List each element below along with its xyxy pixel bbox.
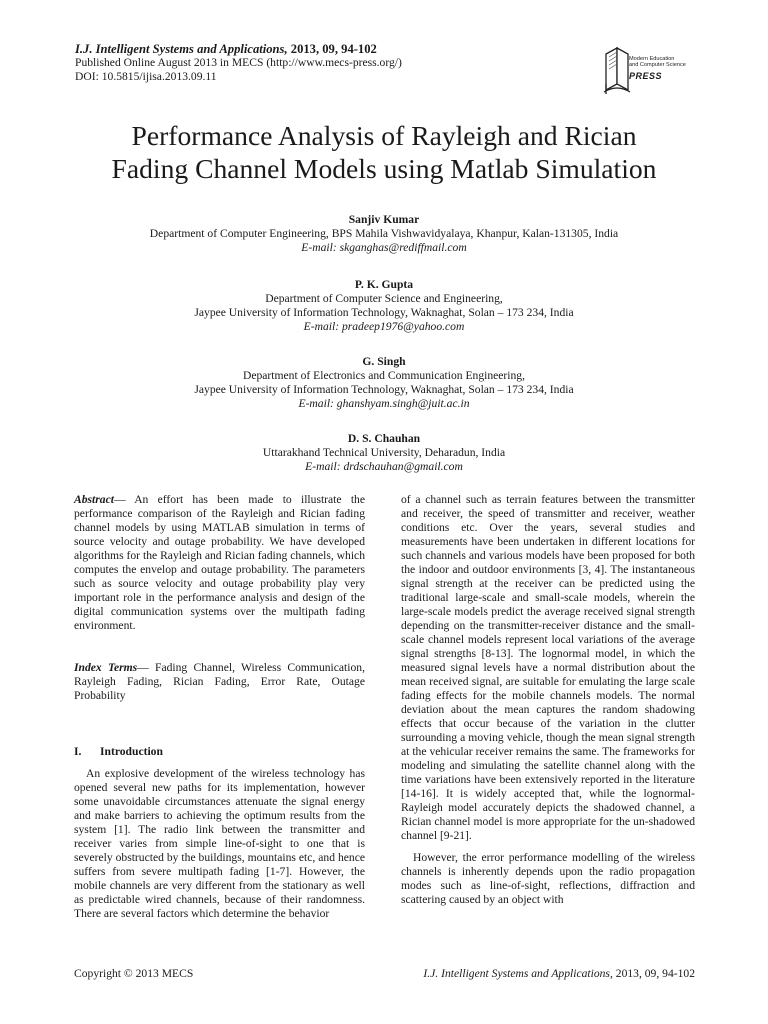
author-email: E-mail: drdschauhan@gmail.com xyxy=(305,460,463,473)
publication-info: Published Online August 2013 in MECS (http://www.mecs-press.org/) xyxy=(75,56,402,69)
author-block-2 xyxy=(40,278,728,334)
footer-copyright: Copyright © 2013 MECS xyxy=(74,967,194,980)
author-block-1 xyxy=(40,213,728,255)
intro-paragraph: An explosive development of the wireless technology has opened several new paths for its implementation, however some unavoidable circumstances attenuate the signal energy and make barriers to achieving the optimum results from the system [1]. The radio link between the transmitter and receiver varies from simple line-of-sight to one that is severely obstructed by the buildings, mountains etc, and hence suffers from severe multipath fading [1-7]. However, the mobile channels are very different from the stationary as well as predictable wired channels, because of their randomness. There are several factors which determine the behavior xyxy=(74,767,365,920)
book-icon xyxy=(603,44,633,96)
abstract xyxy=(74,493,365,633)
index-terms-dash: — xyxy=(137,661,149,674)
footer-citation xyxy=(400,967,695,980)
author-email: E-mail: skganghas@rediffmail.com xyxy=(301,241,467,254)
journal-citation xyxy=(75,42,402,56)
footer-journal: I.J. Intelligent Systems and Applications, xyxy=(423,967,613,980)
abstract-label: Abstract xyxy=(74,493,114,506)
footer-issue: 2013, 09, 94-102 xyxy=(615,967,695,980)
logo-text: Modern Education and Computer Science xyxy=(629,56,686,68)
author-name: Sanjiv Kumar xyxy=(348,213,420,226)
author-block-3 xyxy=(40,355,728,411)
section-title: Introduction xyxy=(100,745,163,758)
author-name: D. S. Chauhan xyxy=(347,432,421,445)
author-affiliation: Department of Electronics and Communication Engineering, xyxy=(242,369,526,382)
title-line-1: Performance Analysis of Rayleigh and Rician xyxy=(131,120,637,151)
index-terms xyxy=(74,661,365,703)
left-column xyxy=(74,493,365,921)
doi: DOI: 10.5815/ijisa.2013.09.11 xyxy=(75,70,217,83)
author-email: E-mail: ghanshyam.singh@juit.ac.in xyxy=(298,397,470,410)
author-block-4 xyxy=(40,432,728,474)
author-name: P. K. Gupta xyxy=(354,278,414,291)
section-heading xyxy=(74,745,365,759)
author-affiliation: Jaypee University of Information Technology, Waknaghat, Solan – 173 234, India xyxy=(194,383,574,396)
journal-header xyxy=(75,42,402,84)
index-terms-text: Fading Channel, Wireless Communication, Rayleigh Fading, Rician Fading, Error Rate, Outage Probability xyxy=(74,661,365,702)
author-affiliation: Jaypee University of Information Technology, Waknaghat, Solan – 173 234, India xyxy=(194,306,574,319)
abstract-dash: — xyxy=(113,493,126,506)
author-email: E-mail: pradeep1976@yahoo.com xyxy=(303,320,465,333)
journal-issue: 2013, 09, 94-102 xyxy=(290,42,377,56)
journal-name: I.J. Intelligent Systems and Applications, xyxy=(75,42,288,56)
title-line-2: Fading Channel Models using Matlab Simulation xyxy=(111,153,657,184)
abstract-text: An effort has been made to illustrate the performance comparison of the Rayleigh and Rician fading channel models by using MATLAB simulation in terms of source velocity and outage probability. We have developed algorithms for the Rayleigh and Rician fading channels, which computes the envelop and outage probability. The parameters such as source velocity and outage probability play very important role in the performance analysis and design of the digital communication systems over the multipath fading environment. xyxy=(74,493,365,632)
paper-title xyxy=(40,119,728,185)
logo-press: PRESS xyxy=(629,71,663,81)
right-column xyxy=(401,493,695,907)
author-affiliation: Department of Computer Science and Engineering, xyxy=(265,292,503,305)
intro-paragraph-continued: of a channel such as terrain features between the transmitter and receiver, the speed of transmitter and receiver, weather conditions etc. Over the years, several studies and measurements have been undertaken in different locations for such channels and various models have been proposed for both the indoor and outdoor environments [3, 4]. The instantaneous signal strength at the receiver can be predicted using the traditional large-scale and small-scale models, wherein the large-scale models predict the average received signal strength depending on the transmitter-receiver distance and the small-scale channel models represent local variations of the average signal strengths [8-13]. The lognormal model, in which the measured signal levels have a normal distribution about the mean received signal, are suitable for emulating the large scale fading effects for the mobile channels models. The normal deviation about the mean captures the random shadowing effects that occur because of the variation in the clutter surrounding a moving vehicle, though the mean signal strength at the vehicular receiver remains the same. The frameworks for modeling and simulating the satellite channel along with the time variations have been extensively reported in the literature [14-16]. It is widely accepted that, while the lognormal-Rayleigh model accurately depicts the shadowed channel, a Rician channel model is more appropriate for the un-shadowed channel [9-21]. xyxy=(401,493,695,842)
index-terms-label: Index Terms xyxy=(74,661,138,674)
author-affiliation: Uttarakhand Technical University, Deharadun, India xyxy=(262,446,506,459)
author-name: G. Singh xyxy=(362,355,406,368)
intro-paragraph-2: However, the error performance modelling of the wireless channels is inherently depends upon the radio propagation modes such as line-of-sight, reflections, diffraction and scattering caused by an object with xyxy=(401,851,695,906)
mecs-press-logo xyxy=(603,44,695,96)
section-number: I. xyxy=(74,745,82,758)
author-affiliation: Department of Computer Engineering, BPS Mahila Vishwavidyalaya, Khanpur, Kalan-131305, India xyxy=(149,227,619,240)
